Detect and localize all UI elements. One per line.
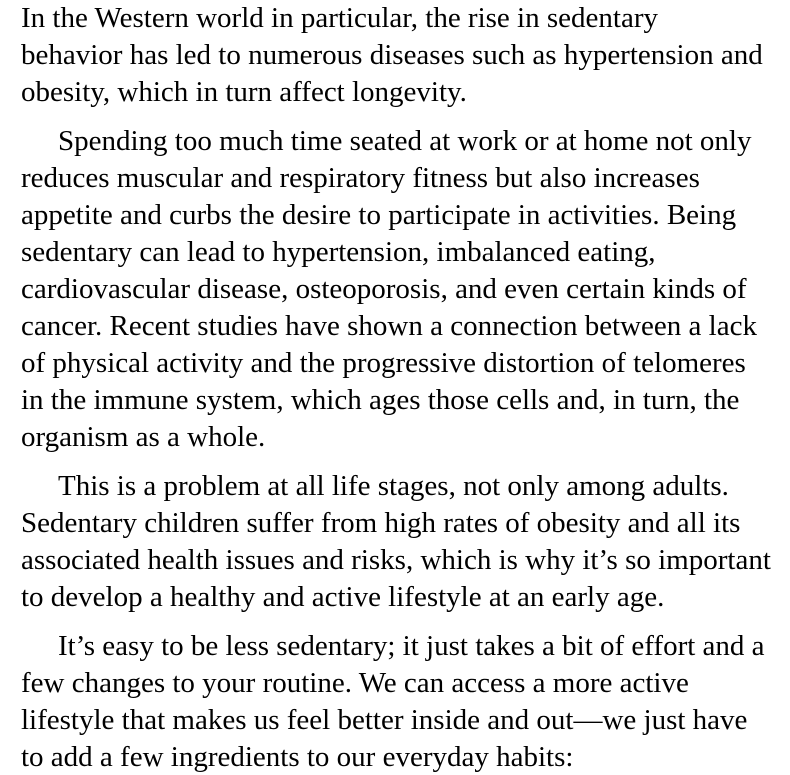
- text-line: appetite and curbs the desire to participate in activities. Being: [21, 199, 737, 231]
- text-line: It’s easy to be less sedentary; it just takes a bit of effort and a: [58, 630, 765, 662]
- text-line: of physical activity and the progressive distortion of telomeres: [21, 347, 746, 379]
- text-line: associated health issues and risks, which is why it’s so important: [21, 544, 771, 576]
- text-line: in the immune system, which ages those cells and, in turn, the: [21, 384, 740, 416]
- text-line: reduces muscular and respiratory fitness but also increases: [21, 162, 700, 194]
- paragraph: [21, 468, 772, 616]
- paragraph: [21, 0, 772, 111]
- text-line: organism as a whole.: [21, 421, 266, 453]
- text-line: cancer. Recent studies have shown a connection between a lack: [21, 310, 757, 342]
- text-line: sedentary can lead to hypertension, imbalanced eating,: [21, 236, 656, 268]
- text-line: Spending too much time seated at work or at home not only: [58, 125, 752, 157]
- text-line: lifestyle that makes us feel better inside and out—we just have: [21, 704, 748, 736]
- text-line: to develop a healthy and active lifestyle at an early age.: [21, 581, 665, 613]
- text-line: This is a problem at all life stages, not only among adults.: [58, 470, 729, 502]
- text-line: In the Western world in particular, the rise in sedentary: [21, 2, 658, 34]
- text-line: behavior has led to numerous diseases such as hypertension and: [21, 39, 763, 71]
- text-line: cardiovascular disease, osteoporosis, and even certain kinds of: [21, 273, 747, 305]
- text-line: obesity, which in turn affect longevity.: [21, 76, 467, 108]
- text-line: few changes to your routine. We can access a more active: [21, 667, 689, 699]
- paragraph: [21, 123, 772, 456]
- text-line: to add a few ingredients to our everyday habits:: [21, 741, 574, 773]
- text-line: Sedentary children suffer from high rates of obesity and all its: [21, 507, 741, 539]
- paragraph: [21, 628, 772, 775]
